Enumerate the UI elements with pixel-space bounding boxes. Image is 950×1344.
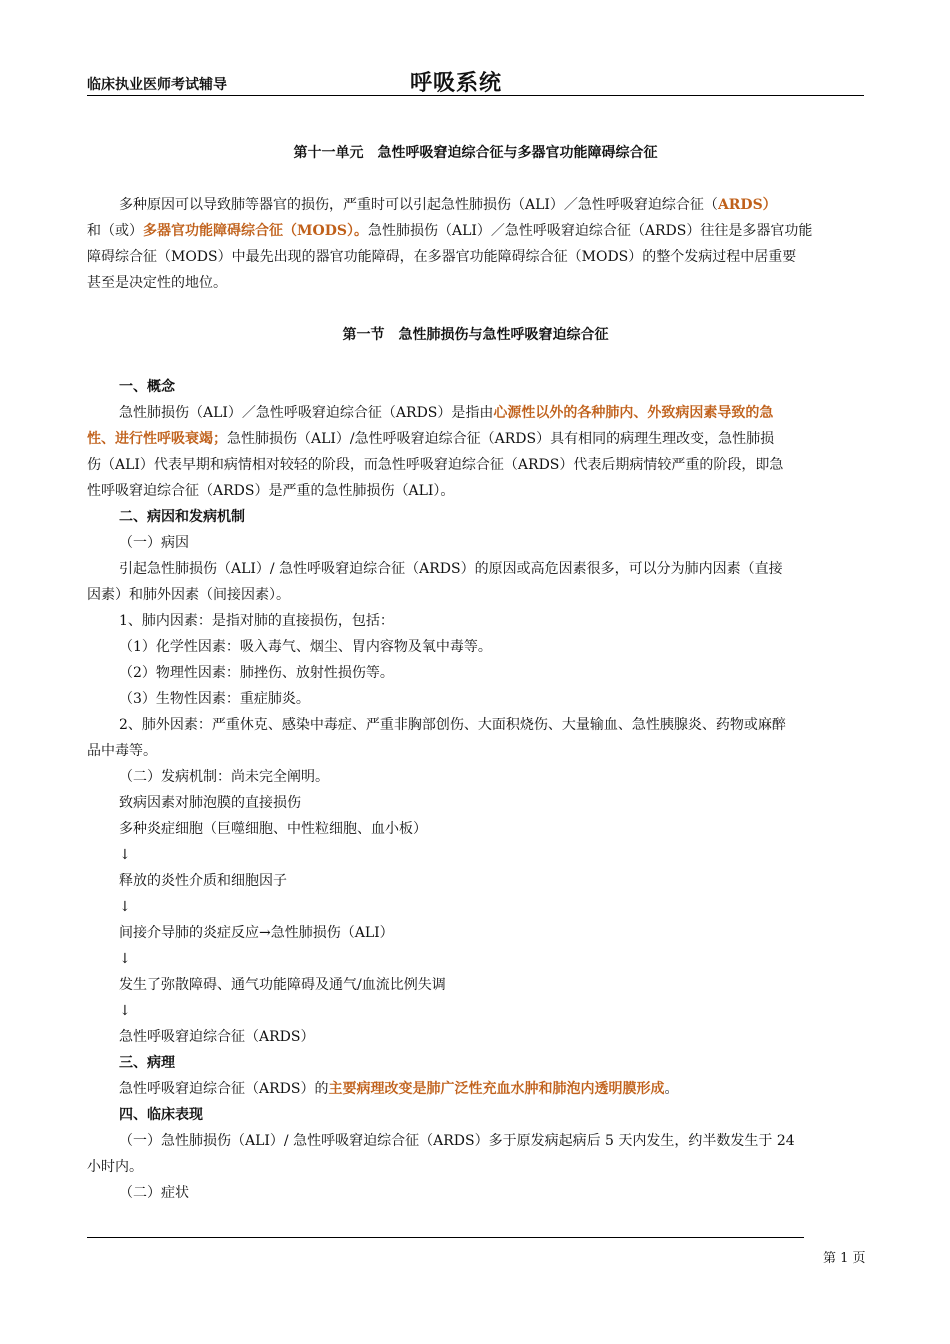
pathology-text: 急性呼吸窘迫综合征（ARDS）的	[119, 1081, 329, 1097]
flow-arrow-icon: ↓	[119, 899, 131, 915]
intro-text: 和（或）	[87, 223, 143, 239]
intro-text: 甚至是决定性的地位。	[87, 275, 227, 291]
list-item: 2、肺外因素：严重休克、感染中毒症、严重非胸部创伤、大面积烧伤、大量输血、急性胰腺炎、药物或麻醉	[119, 717, 786, 733]
flow-arrow-icon: ↓	[119, 847, 131, 863]
concept-text: 急性肺损伤（ALI）/急性呼吸窘迫综合征（ARDS）具有相同的病理生理改变，急性肺损	[227, 431, 775, 447]
list-item: 品中毒等。	[87, 743, 157, 759]
intro-text: 障碍综合征（MODS）中最先出现的器官功能障碍，在多器官功能障碍综合征（MODS）的整个发病过程中居重要	[87, 249, 797, 265]
intro-highlight-ards: ARDS）	[717, 197, 777, 213]
concept-highlight: 性、进行性呼吸衰竭；	[87, 431, 227, 447]
flow-arrow-icon: ↓	[119, 1003, 131, 1019]
header-divider	[87, 95, 864, 96]
heading-concept: 一、概念	[119, 379, 175, 395]
page-number: 第 1 页	[823, 1251, 866, 1266]
pathology-text: 。	[664, 1081, 679, 1097]
document-body	[87, 140, 864, 1206]
flow-step: 间接介导肺的炎症反应→急性肺损伤（ALI）	[119, 925, 394, 941]
subheading-symptoms: （二）症状	[119, 1185, 189, 1201]
list-item: （3）生物性因素：重症肺炎。	[119, 691, 310, 707]
flow-step: 致病因素对肺泡膜的直接损伤	[119, 795, 301, 811]
etiology-text: 引起急性肺损伤（ALI）/ 急性呼吸窘迫综合征（ARDS）的原因或高危因素很多，可以分为肺内因素（直接	[119, 561, 783, 577]
concept-text: 急性肺损伤（ALI）／急性呼吸窘迫综合征（ARDS）是指由	[119, 405, 494, 421]
list-item: （2）物理性因素：肺挫伤、放射性损伤等。	[119, 665, 394, 681]
concept-paragraph	[87, 400, 864, 504]
list-item: 1、肺内因素：是指对肺的直接损伤，包括：	[119, 613, 394, 629]
intro-text: 多种原因可以导致肺等器官的损伤，严重时可以引起急性肺损伤（ALI）／急性呼吸窘迫综合征（	[119, 197, 718, 213]
flow-step: 急性呼吸窘迫综合征（ARDS）	[119, 1029, 315, 1045]
list-item: （1）化学性因素：吸入毒气、烟尘、胃内容物及氧中毒等。	[119, 639, 492, 655]
footer-divider	[87, 1237, 804, 1238]
intro-highlight-mods: 多器官功能障碍综合征（MODS）。	[143, 223, 368, 239]
concept-text: 伤（ALI）代表早期和病情相对较轻的阶段，而急性呼吸窘迫综合征（ARDS）代表后期病情较严重的阶段，即急	[87, 457, 784, 473]
heading-pathology: 三、病理	[119, 1055, 175, 1071]
concept-text: 性呼吸窘迫综合征（ARDS）是严重的急性肺损伤（ALI）。	[87, 483, 455, 499]
clinical-text: （一）急性肺损伤（ALI）/ 急性呼吸窘迫综合征（ARDS）多于原发病起病后 5 天内发生，约半数发生于 24	[119, 1133, 795, 1149]
flow-step: 释放的炎性介质和细胞因子	[119, 873, 287, 889]
intro-text: 急性肺损伤（ALI）／急性呼吸窘迫综合征（ARDS）往往是多器官功能	[367, 223, 813, 239]
pathology-highlight: 主要病理改变是肺广泛性充血水肿和肺泡内透明膜形成	[328, 1081, 665, 1097]
section-title: 第一节 急性肺损伤与急性呼吸窘迫综合征	[342, 327, 609, 343]
header-course-title: 临床执业医师考试辅导	[87, 77, 227, 93]
concept-highlight: 心源性以外的各种肺内、外致病因素导致的急	[493, 405, 774, 421]
flow-arrow-icon: ↓	[119, 951, 131, 967]
heading-etiology: 二、病因和发病机制	[119, 509, 245, 525]
flow-step: 发生了弥散障碍、通气功能障碍及通气/血流比例失调	[119, 977, 446, 993]
subheading-mechanism: （二）发病机制：尚未完全阐明。	[119, 769, 329, 785]
etiology-text: 因素）和肺外因素（间接因素）。	[87, 587, 290, 603]
header-chapter-title: 呼吸系统	[410, 71, 503, 96]
clinical-text: 小时内。	[87, 1159, 143, 1175]
heading-clinical: 四、临床表现	[119, 1107, 203, 1123]
flow-step: 多种炎症细胞（巨噬细胞、中性粒细胞、血小板）	[119, 821, 427, 837]
unit-title: 第十一单元 急性呼吸窘迫综合征与多器官功能障碍综合征	[293, 145, 658, 161]
intro-paragraph	[87, 192, 864, 296]
subheading-cause: （一）病因	[119, 535, 189, 551]
mechanism-flow	[87, 790, 864, 1050]
